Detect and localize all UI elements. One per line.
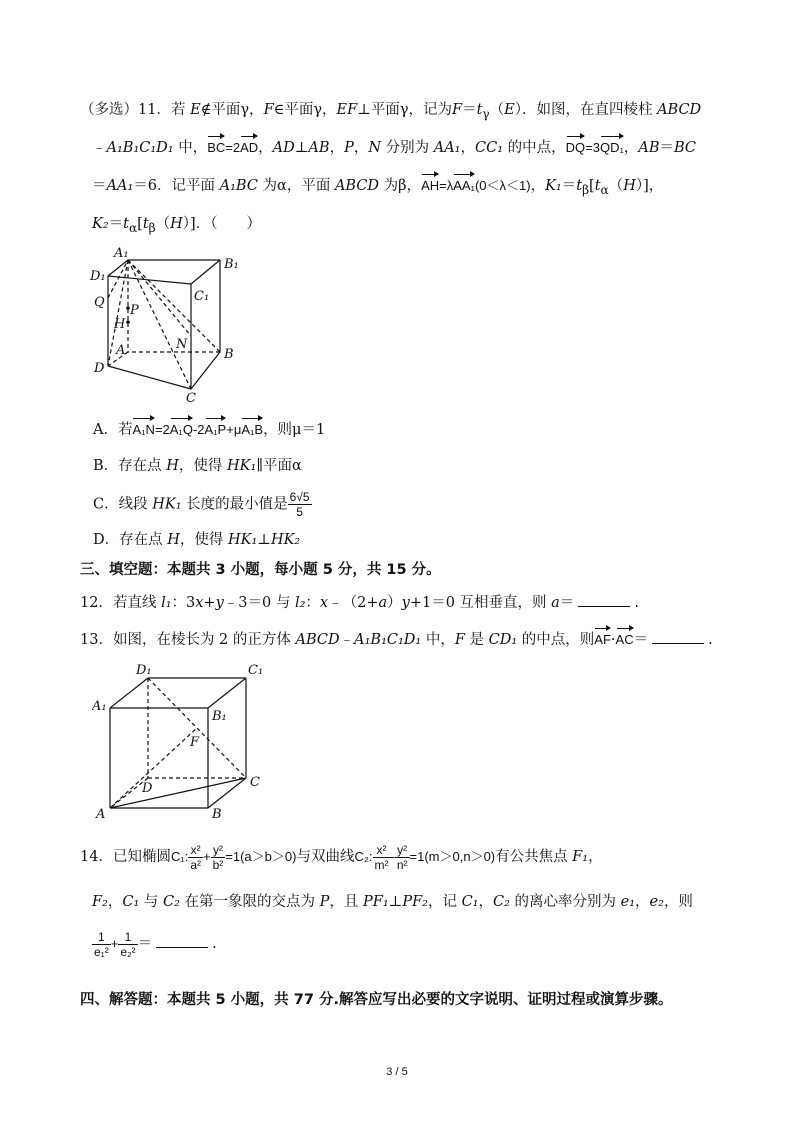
- q14-line-3: $\frac{1}{\text{e₁²}}$ + $\frac{1}{\text{e₂²}}$ ＝ .: [94, 929, 217, 959]
- label-N: N: [176, 337, 188, 352]
- label-B: B: [224, 347, 234, 362]
- cube-label-B: B: [212, 807, 222, 820]
- q12-answer-blank[interactable]: [578, 592, 630, 607]
- label-A: A: [116, 343, 126, 358]
- label-B1: B₁: [224, 257, 239, 272]
- label-A1: A₁: [114, 246, 129, 261]
- q11-option-b[interactable]: B．存在点 H，使得 HK₁∥平面α: [93, 458, 302, 474]
- q11-line-1: （多选）11．若 E∉平面γ，F∈平面γ，EF⊥平面γ，记为$F=t_\gamma(E)$．如图，在直四棱柱 ABCD: [80, 102, 702, 121]
- label-C1: C₁: [194, 289, 210, 304]
- cube-label-B1: B₁: [212, 709, 227, 724]
- prism-figure: [88, 244, 258, 404]
- label-H: H: [114, 317, 126, 332]
- q14-line-1: 14．已知椭圆C₁: $\frac{\text{x²}}{\text{a²}}$ + $\frac{\text{y²}}{\text{b²}}$ =1(a＞b＞0)与双曲线C₂: $\frac{\text{x²}}{\text{m²}}$ - $\frac{\text{y²}}{\text{n²}}$ =1(m＞0,n＞0)有公共焦点 F₁，: [80, 842, 603, 872]
- cube-label-D1: D₁: [136, 663, 152, 678]
- q11-option-c[interactable]: C．线段 HK₁ 长度的最小值是 $\frac{6√5}{5}$: [93, 490, 310, 519]
- cube-label-A1: A₁: [92, 699, 107, 714]
- cube-label-D: D: [142, 781, 153, 796]
- cube-figure: [92, 660, 272, 820]
- label-Q: Q: [94, 295, 105, 310]
- q11-line-2: ﹣A₁B₁C₁D₁ 中，BC=2AD，AD⊥AB，P，N 分别为 AA₁，CC₁ 的中点，DQ=3QD₁，AB＝BC: [92, 134, 696, 158]
- label-P: P: [130, 303, 139, 318]
- label-D: D: [94, 361, 105, 376]
- cube-label-C: C: [250, 775, 260, 790]
- label-C: C: [186, 391, 196, 404]
- q14-line-2: F₂，C₁ 与 C₂ 在第一象限的交点为 P，且 PF₁⊥PF₂，记 C₁，C₂ 的离心率分别为 e₁，e₂，则: [92, 894, 693, 910]
- section-4-heading: 四、解答题：本题共 5 小题，共 77 分.解答应写出必要的文字说明、证明过程或演算步骤。: [80, 992, 673, 1008]
- page-number: 3 / 5: [386, 1066, 408, 1078]
- cube-label-C1: C₁: [248, 663, 264, 678]
- q13-answer-blank[interactable]: [652, 629, 704, 644]
- q11-line-4: $K_2=t_\alpha[t_\beta(H)]$．（ ）: [92, 216, 261, 235]
- label-D1: D₁: [90, 269, 106, 284]
- cube-label-F: F: [190, 735, 200, 750]
- q11-option-d[interactable]: D．存在点 H，使得 HK₁⊥HK₂: [93, 532, 301, 548]
- section-3-heading: 三、填空题：本题共 3 小题，每小题 5 分，共 15 分。: [80, 562, 441, 578]
- q11-line-3: ＝AA₁＝6．记平面 A₁BC 为α，平面 ABCD 为β，AH=λAA₁(0＜λ＜1)，$K_1=t_\beta[t_\alpha(H)]$，: [92, 172, 663, 200]
- q13-text: 13．如图，在棱长为 2 的正方体 ABCD﹣A₁B₁C₁D₁ 中，F 是 CD₁ 的中点，则AF·AC＝ .: [80, 626, 713, 650]
- cube-label-A: A: [96, 807, 106, 820]
- q11-option-a[interactable]: A．若A₁N=2A₁Q-2A₁P+μA₁B，则μ＝1: [93, 416, 325, 440]
- q12-text: 12．若直线 l₁：3x+y﹣3＝0 与 l₂：x﹣（2+a）y+1＝0 互相垂直，则 a＝ .: [80, 592, 639, 613]
- q14-answer-blank[interactable]: [156, 933, 208, 948]
